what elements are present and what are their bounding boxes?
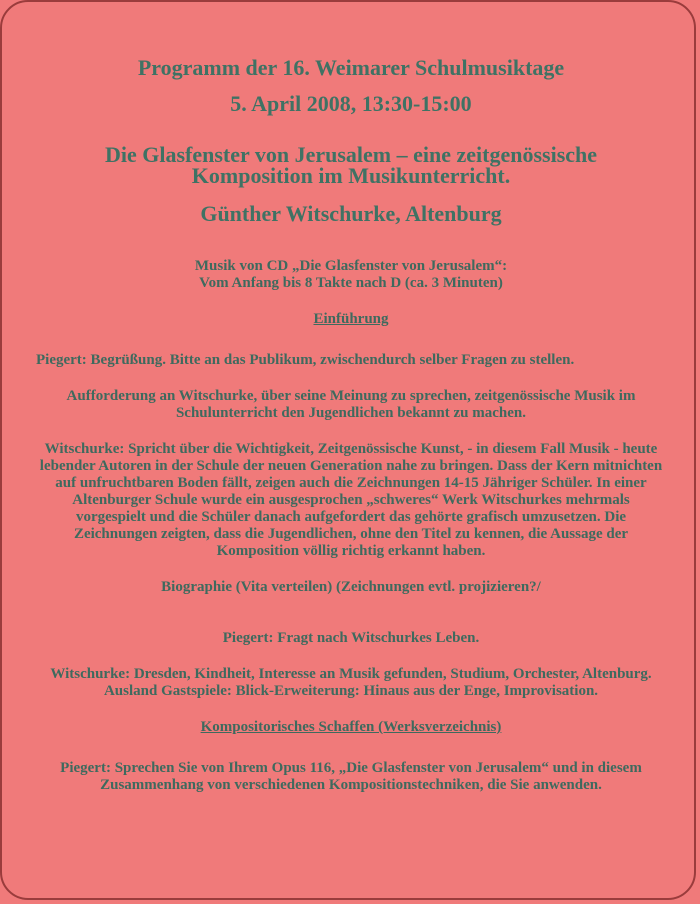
author-line: Günther Witschurke, Altenburg: [200, 201, 502, 226]
section-heading-intro: Einführung: [313, 311, 389, 327]
talk-title-line1: Die Glasfenster von Jerusalem – eine zeitgenössische: [104, 142, 598, 167]
document-content: [36, 54, 666, 794]
paragraph-greeting: Piegert: Begrüßung. Bitte an das Publikum, zwischendurch selber Fragen zu stellen.: [36, 352, 575, 368]
paragraph-witschurke-life: Witschurke: Dresden, Kindheit, Interesse an Musik gefunden, Studium, Orchester, Altenburg. Ausland Gastspiele: Blick-Erweiterung: Hinaus aus der Enge, Improvisation.: [50, 666, 652, 699]
cd-line-2: Vom Anfang bis 8 Takte nach D (ca. 3 Minuten): [199, 275, 503, 291]
paragraph-witschurke-speaks: Witschurke: Spricht über die Wichtigkeit, Zeitgenössische Kunst, - in diesem Fall Musik - heute lebender Autoren in der Schule der neuen Generation nahe zu bringen. Dass der Kern mitnichten auf unfruchtbaren Boden fällt, zeigen auch die Zeichnungen 14-15 Jähriger Schüler. In einer Altenburger Schule wurde ein ausgesprochen „schweres“ Werk Witschurkes mehrmals vorgespielt und die Schüler danach aufgefordert das gehörte grafisch umzusetzen. Die Zeichnungen zeigten, dass die Jugendlichen, ohne den Titel zu kennen, die Aussage der Komposition völlig richtig erkannt haben.: [39, 441, 663, 559]
paragraph-request: Aufforderung an Witschurke, über seine Meinung zu sprechen, zeitgenössische Musik im Schulunterricht den Jugendlichen bekannt zu machen.: [66, 388, 636, 421]
section-heading-works: Kompositorisches Schaffen (Werksverzeichnis): [200, 719, 502, 735]
talk-title-line2: Komposition im Musikunterricht.: [191, 163, 511, 188]
paragraph-opus: Piegert: Sprechen Sie von Ihrem Opus 116, „Die Glasfenster von Jerusalem“ und in diesem Zusammenhang von verschiedenen Kompositionstechniken, die Sie anwenden.: [60, 760, 642, 793]
paragraph-piegert-life: Piegert: Fragt nach Witschurkes Leben.: [222, 630, 480, 646]
paragraph-biography: Biographie (Vita verteilen) (Zeichnungen evtl. projizieren?/: [161, 579, 541, 595]
cd-line-1: Musik von CD „Die Glasfenster von Jerusalem“:: [194, 258, 508, 274]
program-date: 5. April 2008, 13:30-15:00: [230, 91, 472, 116]
program-title: Programm der 16. Weimarer Schulmusiktage: [137, 55, 565, 80]
